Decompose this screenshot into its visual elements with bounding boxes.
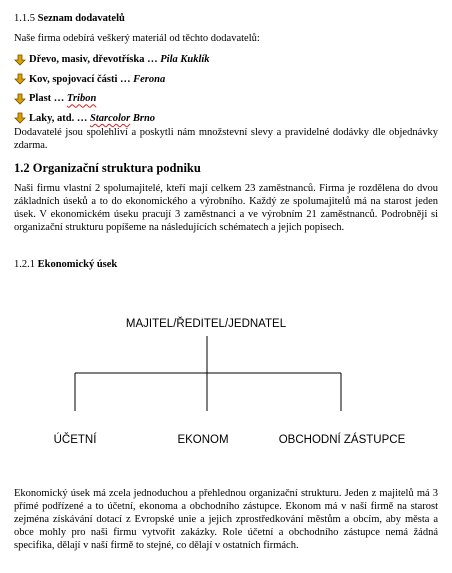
org-node-economist: EKONOM xyxy=(177,434,229,446)
supplier-suffix: Brno xyxy=(132,112,156,124)
org-node-sales-rep: OBCHODNÍ ZÁSTUPCE xyxy=(278,434,406,446)
section-title: Ekonomický úsek xyxy=(37,259,118,270)
suppliers-note: Dodavatelé jsou spolehliví a poskytli nám množstevní slevy a pravidelné dodávky dle objednávky zdarma. xyxy=(14,127,438,151)
material-name: Kov, spojovací části … xyxy=(29,73,131,85)
section-title: Organizační struktura podniku xyxy=(32,161,201,175)
org-node-owner: MAJITEL/ŘEDITEL/JEDNATEL xyxy=(125,318,287,330)
section-title: Seznam dodavatelů xyxy=(37,13,125,24)
supplier-name: Pila Kuklík xyxy=(160,54,210,66)
section-number: 1.2.1 xyxy=(14,259,35,270)
intro-paragraph: Naše firma odebírá veškerý materiál od těchto dodavatelů: xyxy=(14,33,260,44)
supplier-name: Tribon xyxy=(66,93,97,105)
supplier-name: Ferona xyxy=(133,73,166,85)
org-node-accountant: ÚČETNÍ xyxy=(53,434,97,446)
section-number: 1.2 xyxy=(14,161,30,175)
section-number: 1.1.5 xyxy=(14,13,35,24)
material-name: Dřevo, masiv, dřevotříska … xyxy=(29,54,158,66)
economic-section-paragraph: Ekonomický úsek má zcela jednoduchou a přehlednou organizační strukturu. Jeden z majitelů má 3 přímé podřízené a to účetní, ekonoma a obchodního zástupce. Ekonom má v naší firmě na starost zejména získávání dotací z Evropské unie a jejich zprostředkování městům a obcím, aby města a obce mohly pro naši firmu vytvořit zakázky. Role účetní a obchodního zástupce nemá žádná specifika, dělají v naší firmě to stejné, co dělají v ostatních firmách. xyxy=(14,488,438,551)
material-name: Laky, atd. … xyxy=(29,112,88,124)
org-structure-paragraph: Naši firmu vlastní 2 spolumajitelé, kteří mají celkem 23 zaměstnanců. Firma je rozdělena do dvou základních úseků a to do ekonomického a výrobního. Každý ze spolumajitelů má na starost jeden úsek. V ekonomickém úseku pracují 3 zaměstnanci a ve výrobním 21 zaměstnanců. Podrobněji si organizační strukturu popíšeme na následujících schématech a jejich popisech. xyxy=(14,183,438,233)
material-name: Plast … xyxy=(29,93,65,105)
supplier-name: Starcolor xyxy=(89,112,131,124)
